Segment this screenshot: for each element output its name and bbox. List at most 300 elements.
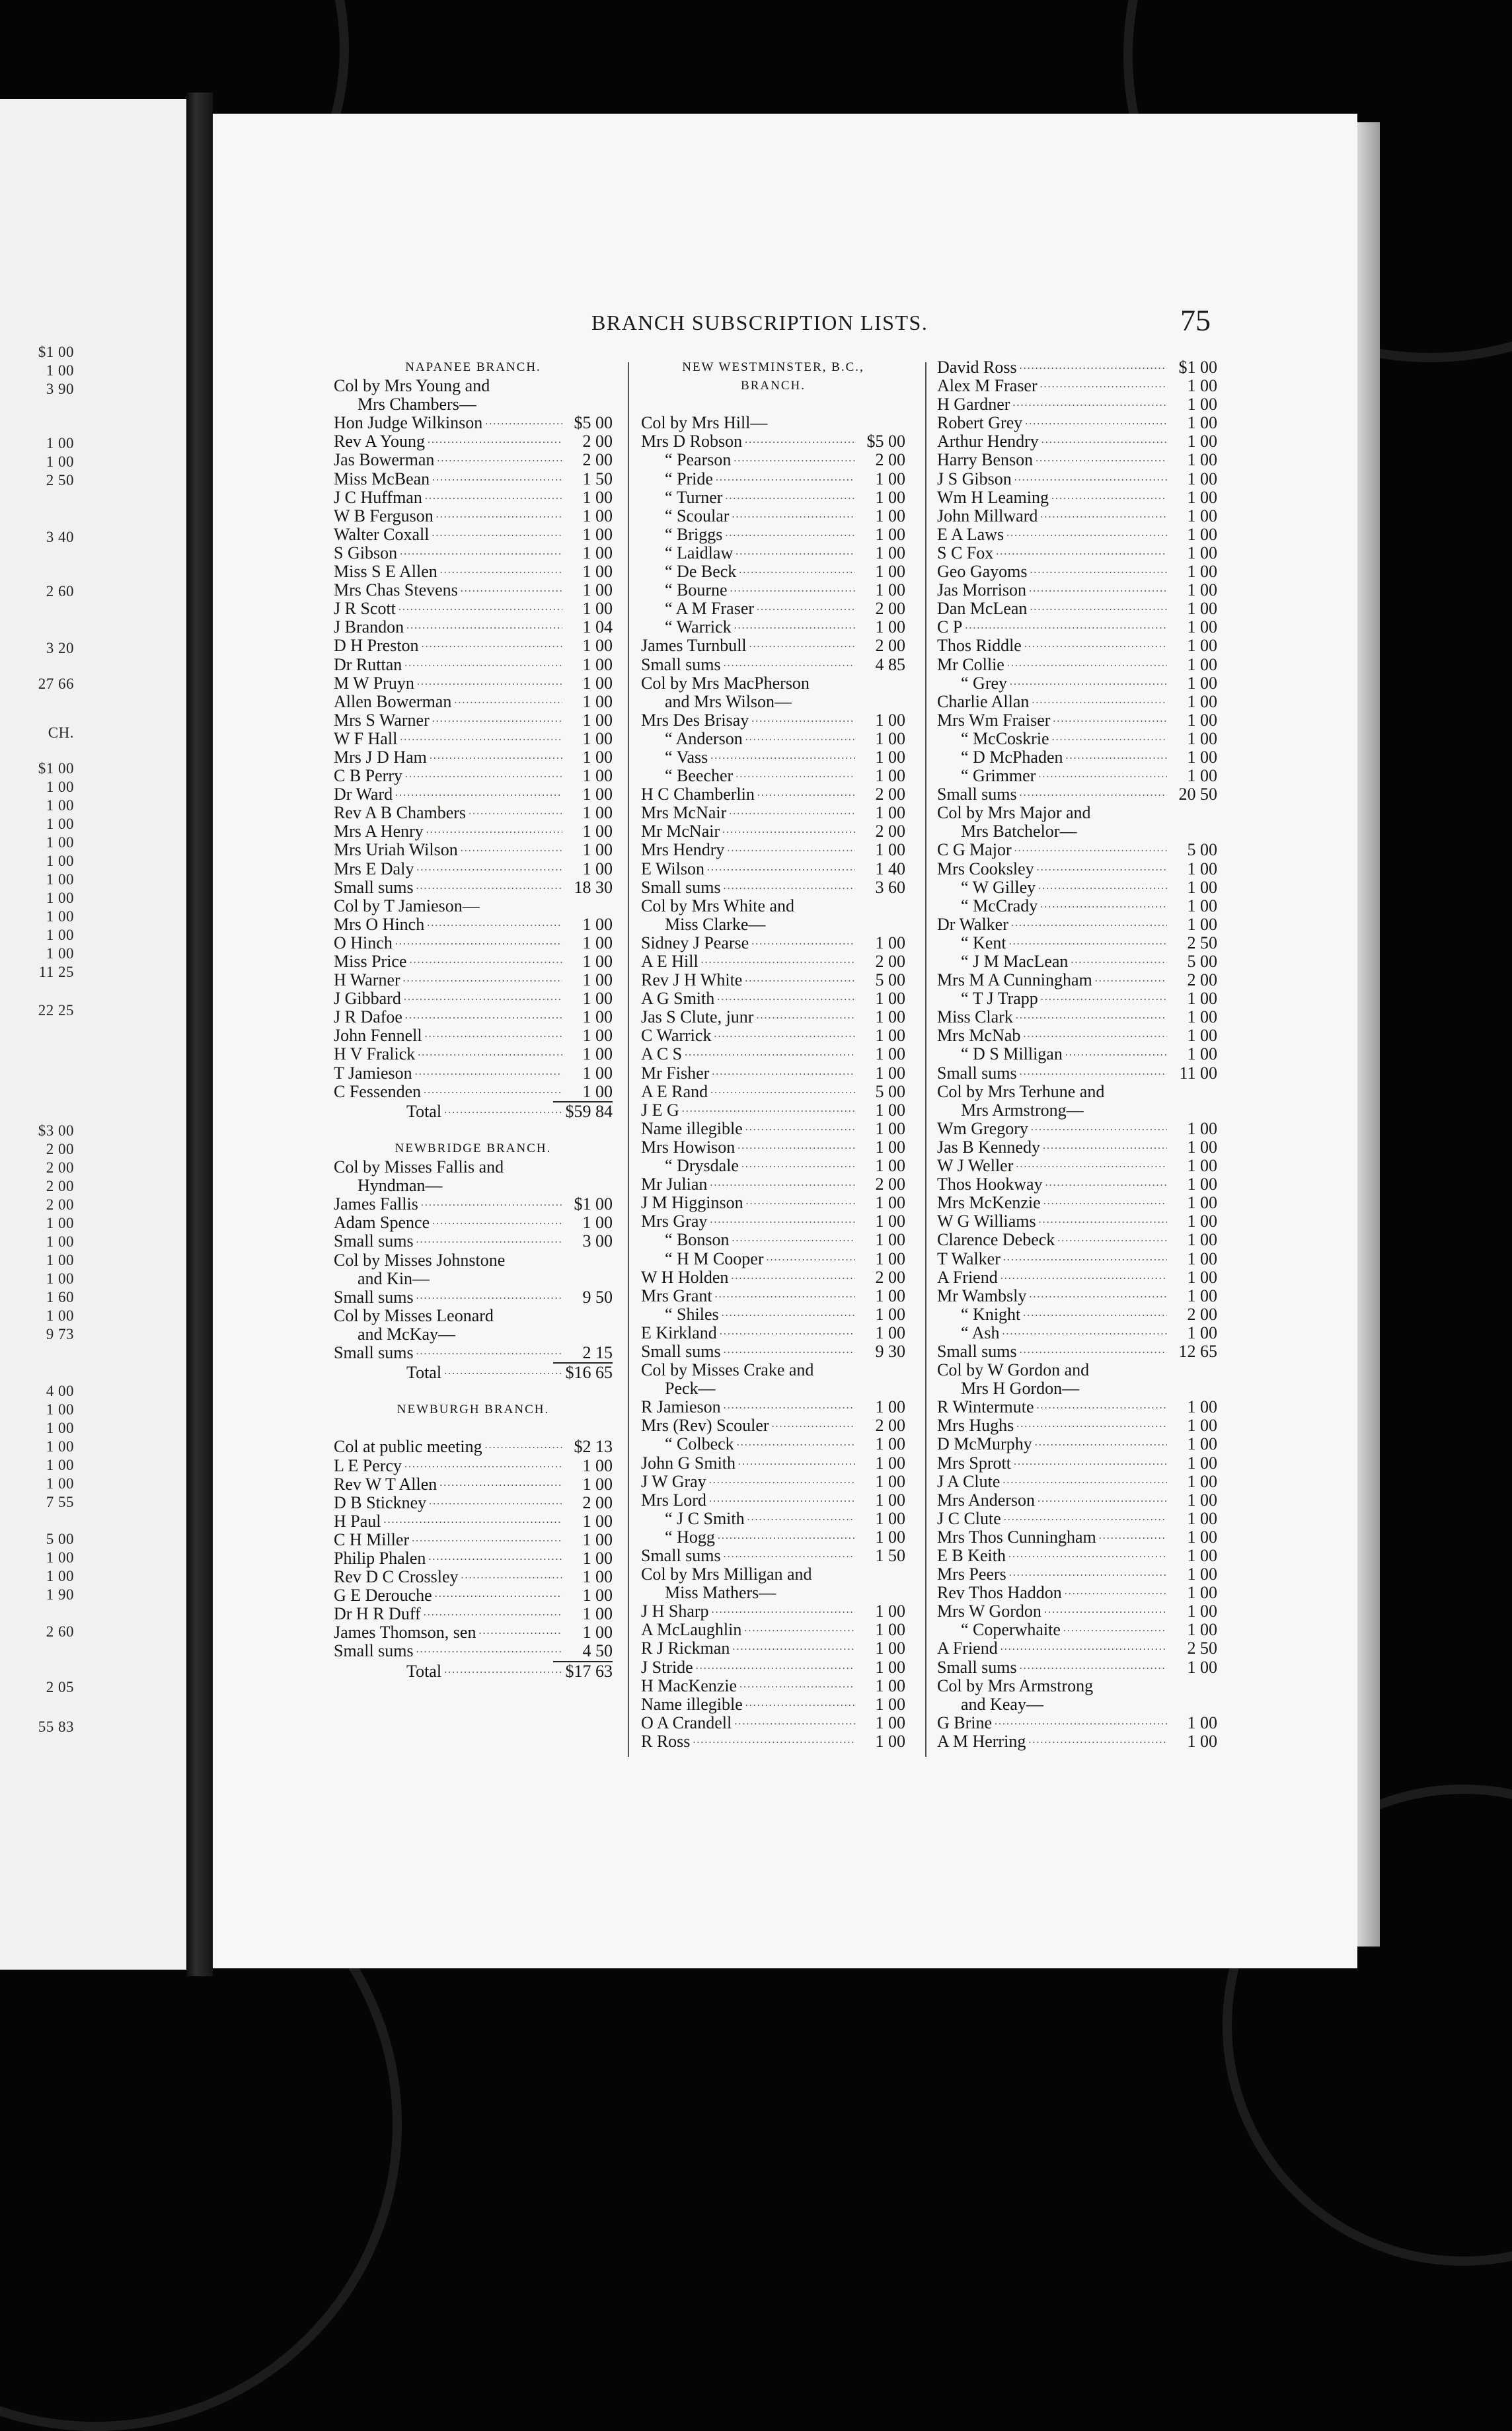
- subscriber-name: Small sums: [334, 1231, 414, 1251]
- leader-dots: [744, 1621, 855, 1639]
- spacer: [334, 1419, 613, 1438]
- amount: 1 00: [1187, 1601, 1217, 1621]
- subscription-entry: [937, 1547, 1217, 1565]
- subscription-entry: [334, 822, 613, 841]
- subscriber-name: “ T J Trapp: [961, 989, 1038, 1009]
- amount: 3 00: [582, 1231, 613, 1251]
- facing-page-value: 1 00: [46, 945, 74, 962]
- amount: 1 00: [875, 1100, 905, 1120]
- subscription-entry: [334, 507, 613, 525]
- subscriber-name: J S Gibson: [937, 469, 1012, 488]
- subscriber-name: John Millward: [937, 506, 1038, 525]
- amount: 1 00: [875, 766, 905, 786]
- subscription-entry: [937, 581, 1217, 599]
- amount: 1 00: [875, 989, 905, 1009]
- subscriber-name: Mrs Grant: [641, 1286, 712, 1305]
- leader-dots: [724, 1342, 855, 1361]
- amount: 1 00: [582, 1474, 613, 1494]
- leader-dots: [730, 581, 855, 599]
- subscription-entry: [937, 1473, 1217, 1491]
- subscriber-name: Geo Gayoms: [937, 562, 1028, 582]
- leader-dots: [751, 711, 855, 730]
- subscriber-name: J M Higginson: [641, 1193, 743, 1213]
- leader-dots: [707, 860, 855, 878]
- leader-dots: [1014, 1454, 1167, 1473]
- subscription-entry: [937, 693, 1217, 711]
- subscription-entry: [641, 562, 905, 581]
- subscription-entry: [937, 470, 1217, 488]
- subscription-entry: [641, 1064, 905, 1083]
- amount: 1 00: [1187, 1508, 1217, 1528]
- subscription-entry: [334, 488, 613, 507]
- subscription-entry: [937, 1658, 1217, 1677]
- collector-label: Mrs H Gordon—: [961, 1379, 1080, 1399]
- subscriber-name: Dr Ward: [334, 785, 393, 804]
- subscriber-name: J A Clute: [937, 1471, 1001, 1491]
- amount: 1 00: [582, 1213, 613, 1233]
- leader-dots: [995, 1714, 1167, 1732]
- amount: 1 00: [1187, 1044, 1217, 1064]
- subscription-entry: [641, 451, 905, 469]
- amount: 1 00: [1187, 989, 1217, 1009]
- subscription-entry: [641, 730, 905, 748]
- amount: 9 50: [582, 1287, 613, 1307]
- subscriber-name: J R Dafoe: [334, 1007, 402, 1027]
- subscription-entry: [334, 618, 613, 637]
- amount: 1 00: [875, 803, 905, 823]
- subscriber-name: E B Keith: [937, 1546, 1006, 1565]
- facing-page-value: 3 40: [46, 529, 74, 545]
- subscription-entry: [641, 1157, 905, 1175]
- subscription-entry: [937, 1026, 1217, 1045]
- amount: 1 00: [582, 1455, 613, 1475]
- amount: 1 00: [582, 1549, 613, 1568]
- subscription-entry: [641, 1473, 905, 1491]
- leader-dots: [1038, 878, 1167, 897]
- leader-dots: [1066, 748, 1167, 767]
- leader-dots: [1001, 1640, 1167, 1658]
- leader-dots: [1035, 1436, 1167, 1454]
- subscription-entry: [641, 656, 905, 674]
- subscriber-name: Rev A B Chambers: [334, 803, 467, 823]
- subscriber-name: D H Preston: [334, 636, 419, 656]
- subscriber-name: R Wintermute: [937, 1397, 1034, 1417]
- leader-dots: [432, 525, 562, 544]
- subscriber-name: Clarence Debeck: [937, 1230, 1055, 1250]
- subscriber-name: Mrs O Hinch: [334, 914, 425, 934]
- subscription-entry: [334, 1344, 613, 1362]
- subscriber-name: John G Smith: [641, 1453, 736, 1473]
- leader-dots: [741, 1157, 855, 1175]
- amount: 1 00: [875, 1694, 905, 1714]
- subscriber-name: A Friend: [937, 1639, 998, 1658]
- leader-dots: [1043, 1138, 1167, 1157]
- facing-page-value: 11 25: [38, 964, 74, 980]
- subscriber-name: “ J C Smith: [665, 1508, 745, 1528]
- leader-dots: [1037, 860, 1167, 878]
- leader-dots: [1044, 1602, 1167, 1621]
- amount: 3 60: [875, 877, 905, 897]
- subscriber-name: Name illegible: [641, 1118, 743, 1138]
- subscription-entry: [937, 637, 1217, 655]
- facing-page-value: 1 00: [46, 908, 74, 925]
- subscription-entry: [641, 841, 905, 859]
- amount: 1 00: [582, 952, 613, 971]
- subscriber-name: S Gibson: [334, 543, 398, 562]
- subscriber-name: “ Turner: [665, 487, 723, 507]
- subscription-entry: [334, 860, 613, 878]
- subscriber-name: E Kirkland: [641, 1323, 717, 1342]
- subscription-entry: [334, 432, 613, 451]
- amount: 1 00: [1187, 1286, 1217, 1305]
- subscription-entry: [641, 1547, 905, 1565]
- subscriber-name: Thos Riddle: [937, 636, 1022, 656]
- amount: 1 00: [1187, 413, 1217, 433]
- column-new-westminster-continued: [937, 358, 1217, 1751]
- facing-page-value: $1 00: [38, 760, 74, 777]
- subscription-entry: [641, 1528, 905, 1547]
- leader-dots: [710, 1175, 855, 1194]
- subscriber-name: Mrs Gray: [641, 1212, 708, 1231]
- leader-dots: [428, 432, 562, 451]
- amount: 1 00: [582, 728, 613, 748]
- facing-page-value: 7 55: [46, 1494, 74, 1510]
- facing-page-value: 1 00: [46, 1438, 74, 1455]
- amount: 1 00: [1187, 691, 1217, 711]
- subscriber-name: Mrs E Daly: [334, 859, 414, 878]
- subscription-entry: [641, 1045, 905, 1063]
- subscription-entry: [937, 1120, 1217, 1138]
- leader-dots: [1029, 581, 1167, 599]
- subscription-entry: [937, 730, 1217, 748]
- amount: 2 00: [875, 1175, 905, 1194]
- subscriber-name: “ Colbeck: [665, 1434, 734, 1454]
- leader-dots: [732, 1231, 856, 1250]
- leader-dots: [444, 1662, 562, 1681]
- subscription-entry: [334, 748, 613, 767]
- subscription-entry: [641, 488, 905, 507]
- leader-dots: [745, 1695, 855, 1714]
- facing-page-value: 1 00: [46, 1457, 74, 1473]
- leader-dots: [1004, 1510, 1167, 1528]
- leader-dots: [425, 488, 562, 507]
- subscription-entry: [334, 674, 613, 693]
- subscription-entry: [334, 730, 613, 748]
- collector-label: Col by Misses Crake and: [641, 1360, 814, 1380]
- leader-dots: [745, 730, 855, 748]
- facing-page-value: 9 73: [46, 1326, 74, 1342]
- leader-dots: [395, 785, 562, 804]
- leader-dots: [461, 841, 562, 860]
- subscription-entry: [334, 989, 613, 1008]
- subscriber-name: W J Weller: [937, 1156, 1014, 1176]
- amount: 1 00: [1187, 524, 1217, 544]
- amount: 2 00: [875, 450, 905, 470]
- amount: 1 00: [1187, 1527, 1217, 1547]
- subscription-entry: [937, 395, 1217, 414]
- leader-dots: [1043, 1194, 1167, 1212]
- subscription-entry: [641, 878, 905, 897]
- facing-page-value: 1 00: [46, 927, 74, 943]
- subscription-entry: [641, 748, 905, 767]
- leader-dots: [1037, 1398, 1167, 1416]
- subscriber-name: J H Sharp: [641, 1601, 709, 1621]
- subscription-entry: [937, 915, 1217, 934]
- subscriber-name: “ A M Fraser: [665, 599, 755, 619]
- amount: 1 00: [1187, 506, 1217, 525]
- collector-label: Col by Mrs Armstrong: [937, 1676, 1094, 1695]
- leader-dots: [965, 618, 1167, 637]
- subscriber-name: H Warner: [334, 970, 400, 990]
- leader-dots: [1010, 674, 1167, 693]
- subscription-entry: [937, 1528, 1217, 1547]
- leader-dots: [405, 767, 562, 785]
- subscriber-name: Small sums: [334, 1641, 414, 1661]
- amount: 5 00: [1187, 952, 1217, 971]
- subscriber-name: C B Perry: [334, 766, 402, 786]
- facing-page-value: 2 05: [46, 1679, 74, 1695]
- subscription-entry: [334, 544, 613, 562]
- total-label: Total: [406, 1363, 442, 1383]
- subscription-entry: [334, 414, 613, 432]
- facing-page-value: 1 00: [46, 1270, 74, 1287]
- amount: 1 00: [1187, 432, 1217, 451]
- leader-dots: [1001, 1268, 1167, 1287]
- leader-dots: [738, 1454, 855, 1473]
- amount: 1 00: [582, 1604, 613, 1624]
- amount: 5 00: [1187, 840, 1217, 860]
- subscriber-name: J E G: [641, 1100, 679, 1120]
- leader-dots: [424, 1605, 562, 1623]
- amount: 1 00: [875, 487, 905, 507]
- subscriber-name: Dr Walker: [937, 914, 1008, 934]
- amount: 1 00: [582, 506, 613, 525]
- amount: 1 50: [582, 469, 613, 488]
- amount: 1 00: [875, 1731, 905, 1751]
- leader-dots: [734, 618, 855, 637]
- leader-dots: [757, 785, 855, 804]
- subscriber-name: J C Huffman: [334, 487, 422, 507]
- subscriber-name: “ J M MacLean: [961, 952, 1069, 971]
- branch-heading: NEW WESTMINSTER, B.C.,: [682, 360, 864, 374]
- amount: 1 00: [875, 1007, 905, 1027]
- amount: 1 00: [875, 543, 905, 562]
- facing-page-value: 1 00: [46, 1549, 74, 1566]
- facing-page-value: 1 00: [46, 453, 74, 470]
- collector-label: Col by Misses Leonard: [334, 1305, 494, 1325]
- amount: 2 00: [582, 450, 613, 470]
- subscriber-name: G E Derouche: [334, 1586, 432, 1605]
- amount: 1 00: [875, 1639, 905, 1658]
- subscriber-name: Miss Price: [334, 952, 407, 971]
- leader-dots: [1016, 1157, 1167, 1175]
- subscription-entry: [937, 878, 1217, 897]
- leader-dots: [436, 507, 562, 525]
- leader-dots: [417, 674, 562, 693]
- amount: 2 00: [875, 1267, 905, 1287]
- leader-dots: [1014, 470, 1167, 488]
- leader-dots: [710, 748, 855, 767]
- amount: 1 00: [582, 673, 613, 693]
- subscription-entry: [937, 971, 1217, 989]
- amount: 1 00: [1187, 1434, 1217, 1454]
- subscriber-name: Wm H Leaming: [937, 487, 1049, 507]
- subscriber-name: “ Beecher: [665, 766, 734, 786]
- subscription-entry: [334, 581, 613, 599]
- amount: 2 50: [1187, 933, 1217, 952]
- subscription-entry: [334, 952, 613, 971]
- subscription-entry: [937, 1491, 1217, 1510]
- amount: 1 00: [1187, 1490, 1217, 1510]
- subscriber-name: Miss S E Allen: [334, 562, 437, 582]
- amount: 1 00: [1187, 877, 1217, 897]
- branch-heading: NEWBRIDGE BRANCH.: [395, 1141, 552, 1155]
- leader-dots: [732, 507, 855, 525]
- total-amount: $17 63: [565, 1661, 613, 1681]
- facing-page-value: 2 50: [46, 472, 74, 488]
- leader-dots: [1063, 1621, 1167, 1639]
- subscriber-name: Small sums: [641, 877, 721, 897]
- subscriber-name: O A Crandell: [641, 1713, 732, 1732]
- amount: 1 00: [1187, 1583, 1217, 1603]
- subscriber-name: Mrs McNair: [641, 803, 727, 823]
- leader-dots: [421, 1195, 562, 1214]
- subscriber-name: R Ross: [641, 1731, 691, 1751]
- amount: 1 00: [582, 785, 613, 804]
- leader-dots: [485, 414, 562, 432]
- branch-heading: BRANCH.: [741, 379, 806, 393]
- subscriber-name: Harry Benson: [937, 450, 1034, 470]
- subscription-entry: [641, 544, 905, 562]
- subscription-entry: [334, 971, 613, 989]
- subscriber-name: Mrs S Warner: [334, 710, 430, 730]
- subscriber-name: “ McCoskrie: [961, 728, 1049, 748]
- amount: 1 00: [875, 1249, 905, 1268]
- leader-dots: [1041, 989, 1167, 1008]
- collector-label: Col by Mrs MacPherson: [641, 673, 810, 693]
- facing-page-value: 1 00: [46, 797, 74, 814]
- subscription-entry: [641, 1639, 905, 1658]
- leader-dots: [709, 1491, 855, 1510]
- amount: 1 00: [875, 1676, 905, 1695]
- subscriber-name: Jas S Clute, junr: [641, 1007, 754, 1027]
- subscription-entry: [641, 1026, 905, 1045]
- facing-page-value: 2 60: [46, 583, 74, 599]
- leader-dots: [727, 841, 855, 860]
- amount: 1 00: [875, 1212, 905, 1231]
- subscriber-name: R Jamieson: [641, 1397, 721, 1417]
- branch-heading: NAPANEE BRANCH.: [405, 360, 541, 374]
- subscription-entry: [334, 1512, 613, 1531]
- page-edge: [1357, 122, 1380, 1947]
- collector-label: and Kin—: [358, 1268, 430, 1288]
- leader-dots: [718, 1528, 855, 1547]
- amount: 1 00: [1187, 1323, 1217, 1342]
- leader-dots: [725, 525, 855, 544]
- total-amount: $16 65: [565, 1363, 613, 1383]
- spacer: [334, 1121, 613, 1139]
- amount: 1 00: [1187, 654, 1217, 674]
- leader-dots: [756, 1008, 855, 1026]
- subscriber-name: “ Anderson: [665, 728, 743, 748]
- amount: 1 00: [1187, 1620, 1217, 1640]
- leader-dots: [1041, 432, 1167, 451]
- amount: 1 00: [875, 1620, 905, 1640]
- subscriber-name: Mrs Howison: [641, 1137, 736, 1157]
- amount: $5 00: [574, 413, 613, 433]
- leader-dots: [478, 1623, 562, 1642]
- subscription-entry: [937, 525, 1217, 544]
- collector-label: Hyndman—: [358, 1176, 443, 1196]
- amount: 1 00: [875, 710, 905, 730]
- subscription-entry: [937, 544, 1217, 562]
- leader-dots: [404, 656, 562, 674]
- subscription-entry: [641, 1194, 905, 1212]
- amount: 1 00: [1187, 580, 1217, 600]
- amount: 1 00: [582, 580, 613, 600]
- amount: 5 00: [875, 970, 905, 990]
- subscription-entry: [937, 785, 1217, 804]
- subscription-entry: [334, 841, 613, 859]
- subscriber-name: D B Stickney: [334, 1492, 427, 1512]
- subscription-entry: [937, 618, 1217, 637]
- subscriber-name: James Thomson, sen: [334, 1623, 476, 1642]
- leader-dots: [400, 544, 562, 562]
- leader-dots: [1020, 1658, 1167, 1677]
- facing-page-value: 1 90: [46, 1586, 74, 1603]
- leader-dots: [734, 1714, 855, 1732]
- leader-dots: [722, 822, 855, 841]
- total-label: Total: [406, 1101, 442, 1121]
- leader-dots: [1029, 1287, 1167, 1305]
- leader-dots: [709, 1473, 855, 1491]
- subscription-entry: [937, 748, 1217, 767]
- subscriber-name: Miss Clark: [937, 1007, 1013, 1027]
- amount: 1 00: [875, 580, 905, 600]
- amount: 1 00: [875, 1118, 905, 1138]
- subscription-entry: [641, 971, 905, 989]
- leader-dots: [1020, 1342, 1167, 1361]
- amount: 1 00: [1187, 636, 1217, 656]
- facing-page-value: 4 00: [46, 1383, 74, 1399]
- leader-dots: [725, 488, 855, 507]
- spacer: [641, 395, 905, 414]
- collector-label: Mrs Chambers—: [358, 395, 476, 414]
- subscription-entry: [334, 1642, 613, 1660]
- subscriber-name: Small sums: [937, 1657, 1017, 1677]
- subscriber-name: H V Fralick: [334, 1044, 416, 1064]
- subscription-entry: [641, 1268, 905, 1287]
- amount: 1 00: [582, 562, 613, 582]
- subscriber-name: H MacKenzie: [641, 1676, 737, 1695]
- amount: 1 00: [875, 524, 905, 544]
- leader-dots: [685, 1046, 855, 1064]
- amount: 1 00: [875, 1304, 905, 1324]
- subscription-entry: [641, 1416, 905, 1435]
- leader-dots: [1016, 1416, 1167, 1435]
- subscriber-name: W F Hall: [334, 728, 398, 748]
- leader-dots: [398, 599, 562, 618]
- subscriber-name: Mr McNair: [641, 822, 720, 841]
- subscriber-name: Name illegible: [641, 1694, 743, 1714]
- leader-dots: [485, 1438, 562, 1457]
- amount: 1 00: [875, 1434, 905, 1454]
- subscriber-name: Charlie Allan: [937, 691, 1030, 711]
- amount: 2 00: [1187, 1304, 1217, 1324]
- subscription-entry: [641, 525, 905, 544]
- subscriber-name: Wm Gregory: [937, 1118, 1028, 1138]
- amount: $5 00: [866, 432, 905, 451]
